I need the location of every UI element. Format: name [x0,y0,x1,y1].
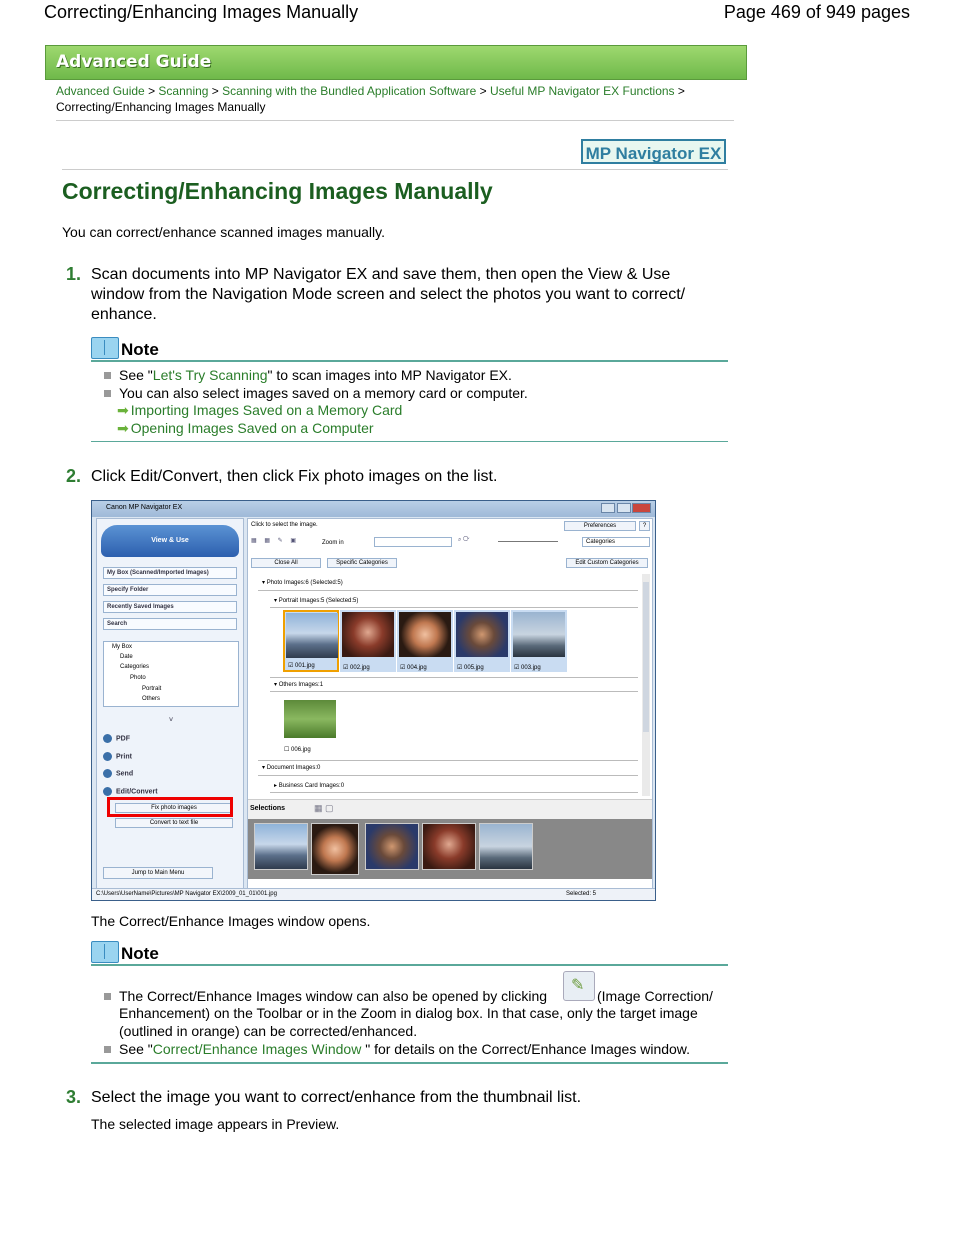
instruction-label: Click to select the image. [251,522,318,528]
status-bar [92,888,655,900]
selected-thumbnail[interactable] [365,823,419,870]
group-photo[interactable]: ▾ Photo Images:6 (Selected:5) [262,580,343,586]
thumbnail-001[interactable] [283,610,339,672]
intro-text: You can correct/enhance scanned images manually. [62,224,385,240]
toolbar-icons[interactable]: ▦ ▦ ✎ ▣ [251,538,300,544]
note-2-item-1-line-3: (outlined in orange) can be corrected/enhanced. [119,1023,418,1039]
group-business-card[interactable]: ▸ Business Card Images:0 [274,783,345,789]
thumbnail-image [399,612,451,657]
menu-pdf[interactable]: PDF [103,734,239,743]
note-2-item-1-line-2: Enhancement) on the Toolbar or in the Zoom in dialog box. In that case, only the target image [119,1005,698,1021]
link-row-computer [117,419,374,437]
advanced-guide-banner [45,45,747,80]
group-others[interactable]: ▾ Others Images:1 [274,682,324,688]
window-title: Canon MP Navigator EX [106,504,183,511]
link-row-memory-card [117,401,402,419]
step-3-text: Select the image you want to correct/enhance from the thumbnail list. [91,1089,582,1106]
thumbnail-label: ☑ 003.jpg [514,665,541,671]
jump-to-main-menu-button[interactable]: Jump to Main Menu [103,867,213,879]
my-box-button[interactable]: My Box (Scanned/Imported Images) [103,567,237,579]
bullet-icon [104,993,111,1000]
tree-item-others[interactable]: Others [142,696,161,702]
thumbnail-label: ☑ 001.jpg [288,663,315,669]
tree-item-photo[interactable]: Photo [130,675,146,681]
search-button[interactable]: Search [103,618,237,630]
step-number-2: 2. [66,466,82,486]
thumbnail-image [342,612,394,657]
edit-custom-categories-button[interactable]: Edit Custom Categories [566,558,648,568]
selections-strip [248,819,652,879]
divider [270,607,638,608]
divider [56,120,734,121]
bullet-icon [104,390,111,397]
right-pane [247,518,653,890]
menu-edit-convert[interactable]: Edit/Convert [103,787,239,796]
thumbnail-002[interactable] [340,610,396,672]
left-pane [96,518,244,890]
collapse-chevron-icon[interactable]: ˅ [168,717,174,724]
bullet-icon [104,372,111,379]
thumbnail-image [286,613,338,658]
status-path: C:\Users\UserName\Pictures\MP Navigator EX\2009_01_01\001.jpg [96,891,277,897]
thumbnail-004[interactable] [397,610,453,672]
menu-send[interactable]: Send [103,769,239,778]
edit-icon [103,787,112,796]
recently-saved-button[interactable]: Recently Saved Images [103,601,237,613]
step-number-1: 1. [66,264,82,284]
tree-item-categories[interactable]: Categories [120,664,150,670]
status-selected-count: Selected: 5 [566,891,597,897]
banner-label: Advanced Guide [56,52,212,72]
note-2-item-1-line-1b: (Image Correction/ [597,988,713,1004]
link-opening-computer[interactable]: Opening Images Saved on a Computer [130,420,374,436]
menu-print[interactable]: Print [103,752,239,761]
step-number-3: 3. [66,1087,82,1107]
selections-label: Selections [250,805,286,812]
note-divider [91,441,728,442]
printer-icon [103,752,112,761]
image-correction-icon: ✎ [563,971,595,1001]
breadcrumb: Advanced Guide > Scanning > Scanning with the Bundled Application Software > Useful MP Navigator EX Functions > Correcting/Enhancing Images Manually [56,84,685,114]
note-heading: Note [121,340,159,359]
thumbnail-label: ☑ 002.jpg [343,665,370,671]
help-button[interactable]: ? [639,521,650,531]
pdf-icon [103,734,112,743]
selected-thumbnail[interactable] [254,823,308,870]
specific-categories-button[interactable]: Specific Categories [327,558,397,568]
bullet-icon [104,1046,111,1053]
breadcrumb-current: Correcting/Enhancing Images Manually [56,100,266,114]
product-badge: MP Navigator EX [581,139,726,164]
categories-select[interactable]: Categories [582,537,650,547]
divider [258,775,638,776]
view-use-tab[interactable]: View & Use [101,525,239,557]
breadcrumb-link-bundled-software[interactable]: Scanning with the Bundled Application Software [222,84,477,98]
convert-to-text-button[interactable]: Convert to text file [115,818,233,828]
link-lets-try-scanning[interactable]: Let's Try Scanning [152,367,268,383]
selected-thumbnail[interactable] [311,823,359,875]
link-importing-memory-card[interactable]: Importing Images Saved on a Memory Card [130,402,403,418]
selected-thumbnail[interactable] [479,823,533,870]
note-divider [91,1062,728,1064]
close-all-button[interactable]: Close All [251,558,321,568]
vertical-scrollbar[interactable] [642,574,650,796]
thumbnail-006[interactable] [284,700,336,738]
mail-icon [103,769,112,778]
zoom-in-label[interactable]: Zoom in [322,540,344,546]
divider [270,792,638,793]
breadcrumb-link-advanced-guide[interactable]: Advanced Guide [56,84,145,98]
grid-view-icon[interactable]: ▦ ▢ [314,803,334,813]
note-2-item-1-line-1: The Correct/Enhance Images window can also be opened by clicking [119,988,548,1004]
thumbnail-003[interactable] [511,610,567,672]
thumbnail-005[interactable] [454,610,510,672]
step-1-text: Scan documents into MP Navigator EX and save them, then open the View & Use window from the Navigation Mode screen and select the photos you want to correct/ enhance. [91,266,686,323]
note-divider [91,360,728,362]
thumbnail-label: ☑ 004.jpg [400,665,427,671]
breadcrumb-link-scanning[interactable]: Scanning [158,84,209,98]
group-portrait[interactable]: ▾ Portrait Images:5 (Selected:5) [274,598,359,604]
maximize-icon[interactable] [617,503,631,513]
thumbnail-label: ☑ 005.jpg [457,665,484,671]
search-field[interactable] [374,537,452,547]
note-1-item-1: See "Let's Try Scanning" to scan images into MP Navigator EX. [119,367,512,383]
note-1-item-2: You can also select images saved on a memory card or computer. [119,385,528,401]
close-icon[interactable] [632,503,651,513]
note-2-item-2: See "Correct/Enhance Images Window " for details on the Correct/Enhance Images window. [119,1041,691,1057]
selections-header [248,799,652,820]
minimize-icon[interactable] [601,503,615,513]
step-2-text: Click Edit/Convert, then click Fix photo images on the list. [91,468,498,485]
divider [62,169,728,170]
thumbnail-image [513,612,565,657]
step-3-subtext: The selected image appears in Preview. [91,1116,340,1132]
thumbnail-label: ☐ 006.jpg [284,747,311,753]
divider [270,691,638,692]
tree-item-date[interactable]: Date [120,654,133,660]
fix-photo-images-button[interactable]: Fix photo images [115,803,233,813]
note-heading: Note [121,944,159,963]
window-titlebar [92,501,655,517]
link-correct-enhance-window[interactable]: Correct/Enhance Images Window [152,1041,362,1057]
preferences-button[interactable]: Preferences [564,521,636,531]
divider [258,590,638,591]
page-number: Page 469 of 949 pages [723,2,910,22]
arrow-right-icon: ➡ [117,420,129,436]
highlight-outline [107,797,233,817]
arrow-right-icon: ➡ [117,402,129,418]
group-document[interactable]: ▾ Document Images:0 [262,765,321,771]
folder-tree[interactable] [103,641,239,707]
breadcrumb-link-functions[interactable]: Useful MP Navigator EX Functions [490,84,675,98]
note-divider [91,964,728,966]
page-header-title: Correcting/Enhancing Images Manually [44,2,359,22]
page-title: Correcting/Enhancing Images Manually [62,178,493,204]
tree-item-my-box[interactable]: My Box [112,644,133,650]
note-book-icon [91,337,119,359]
divider [258,760,638,761]
search-icon[interactable]: ⌕ ⟳ [458,537,470,543]
tree-item-portrait[interactable]: Portrait [142,686,162,692]
selected-thumbnail[interactable] [422,823,476,870]
specify-folder-button[interactable]: Specify Folder [103,584,237,596]
divider [270,677,638,678]
thumbnail-image [456,612,508,657]
note-book-icon [91,941,119,963]
size-slider[interactable] [498,541,558,542]
figure-caption: The Correct/Enhance Images window opens. [91,913,371,929]
mp-navigator-window-screenshot [91,500,656,901]
